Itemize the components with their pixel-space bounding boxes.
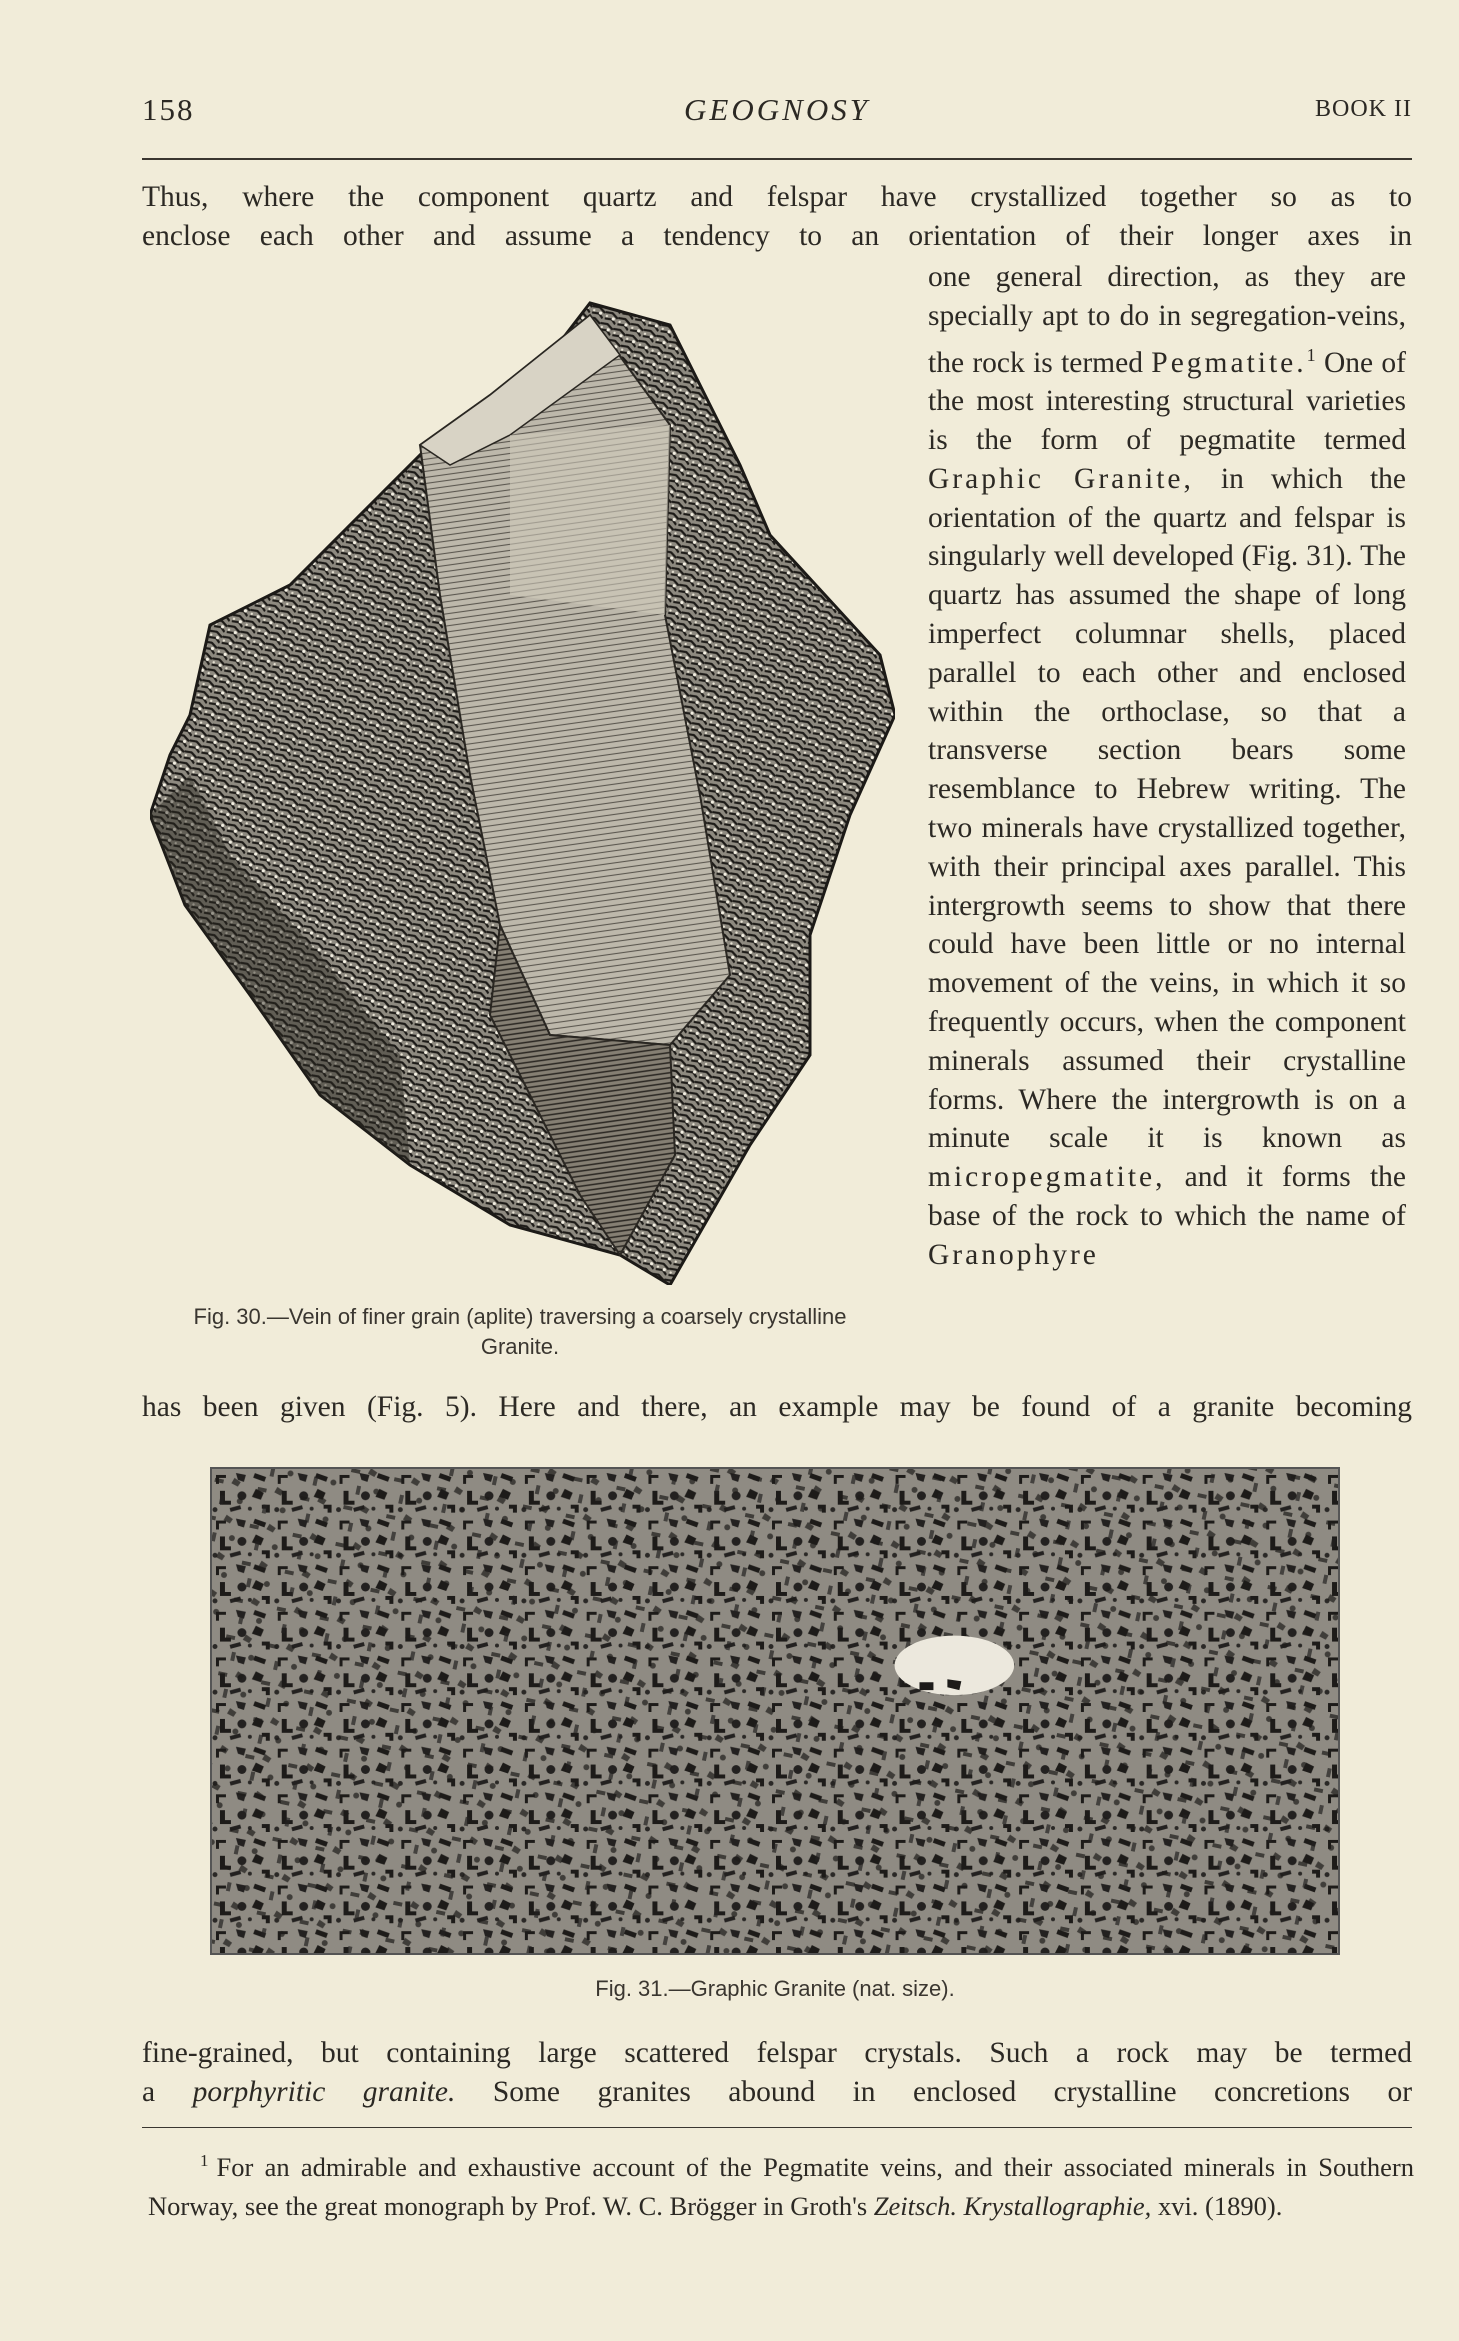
text-line: fine-grained, but containing large scattered felspar crystals. Such a rock may be termed (142, 2037, 1412, 2069)
text-line: enclose each other and assume a tendency to an orientation of their longer axes in (142, 220, 1412, 252)
wrapped-paragraph (928, 258, 1406, 1275)
footnote-number: 1 (200, 2151, 209, 2170)
header-rule (142, 158, 1412, 160)
text-segment: a (142, 2076, 193, 2108)
term-granophyre: Granophyre (928, 1238, 1099, 1271)
footnote-mark: 1 (1306, 344, 1316, 365)
footnote-tail: xvi. (1890). (1151, 2190, 1283, 2221)
opening-lines (142, 178, 1412, 256)
text-line: has been given (Fig. 5). Here and there, an example may be found of a granite becoming (142, 1391, 1412, 1423)
text-segment: one general direction, as they are specially apt to do in segregation-veins, the rock is termed (928, 261, 1406, 379)
footnote-rule (142, 2127, 1412, 2128)
term-graphic-granite: Graphic Granite, (928, 462, 1194, 495)
running-title: GEOGNOSY (684, 92, 870, 127)
term-porphyritic-granite: porphyritic granite. (192, 2076, 456, 2108)
graphic-granite-illustration (210, 1467, 1340, 1955)
term-pegmatite: Pegmatite. (1151, 346, 1307, 379)
fig30-caption: Fig. 30.—Vein of finer grain (aplite) traversing a coarsely crystalline Granite. (193, 1304, 847, 1359)
closing-lines (142, 2034, 1412, 2112)
fig31-caption: Fig. 31.—Graphic Granite (nat. size). (595, 1976, 955, 2001)
footnote (148, 2141, 1414, 2226)
text-line: Thus, where the component quartz and felspar have crystallized together so as to (142, 181, 1412, 213)
running-head (142, 92, 1412, 136)
text-segment: and it forms the base of the rock to which the name of (928, 1161, 1406, 1232)
line-after-wrap (142, 1388, 1412, 1427)
page-number: 158 (142, 92, 195, 127)
text-segment: Some granites abound in enclosed crystalline concretions or (455, 2076, 1413, 2108)
footnote-text: For an admirable and exhaustive account of the Pegmatite veins, and their associated minerals in Southern Norway, see the great monograph by Prof. W. C. Brögger in Groth's (148, 2151, 1414, 2221)
granite-vein-illustration (150, 295, 895, 1285)
text-segment: in which the orientation of the quartz and felspar is singularly well developed (Fig. 31). The quartz has assumed the shape of long imperfect columnar shells, placed parallel to each other and enclosed within the orthoclase, so that a transverse section bears some resemblance to Hebrew writing. The two minerals have crystallized together, with their principal axes parallel. This intergrowth seems to show that there could have been little or no internal movement of the veins, in which it so frequently occurs, when the component minerals assumed their crystalline forms. Where the intergrowth is on a minute scale it is known as (928, 462, 1406, 1155)
text-line (142, 2073, 1412, 2112)
book-label: BOOK II (1315, 96, 1412, 122)
text-segment: One of the most interesting structural varieties is the form of pegmatite termed (928, 346, 1406, 457)
footnote-journal: Zeitsch. Krystallographie, (873, 2190, 1152, 2221)
term-micropegmatite: micropegmatite, (928, 1161, 1166, 1194)
